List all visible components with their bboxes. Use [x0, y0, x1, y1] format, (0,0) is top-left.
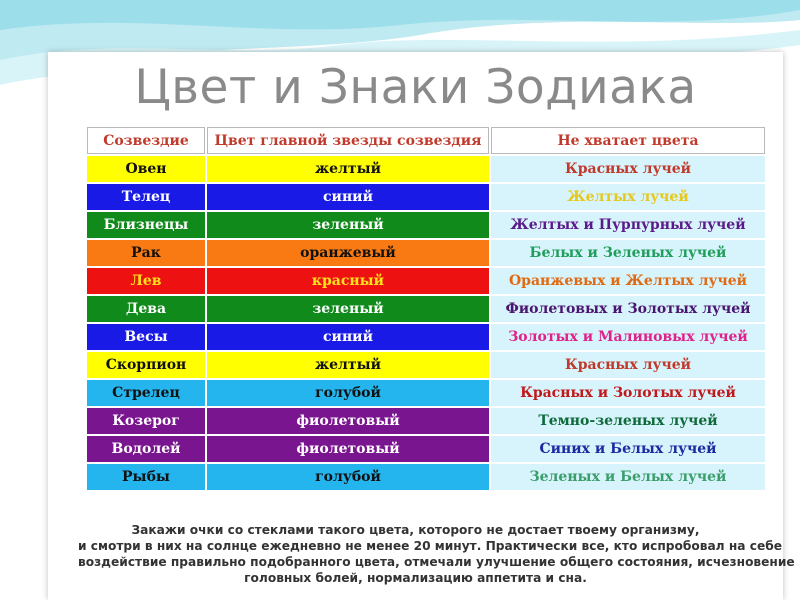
star-color-cell: зеленый	[207, 296, 489, 322]
star-color-cell: фиолетовый	[207, 436, 489, 462]
sign-cell: Рак	[87, 240, 205, 266]
lacking-color-cell: Красных лучей	[491, 352, 765, 378]
star-color-cell: синий	[207, 324, 489, 350]
sign-cell: Лев	[87, 268, 205, 294]
table-row	[87, 240, 765, 266]
lacking-color-cell: Золотых и Малиновых лучей	[491, 324, 765, 350]
zodiac-color-table	[85, 125, 767, 492]
sign-cell: Скорпион	[87, 352, 205, 378]
header-lacking-color: Не хватает цвета	[491, 127, 765, 154]
note-line: воздействие правильно подобранного цвета, отмечали улучшение общего состояния, исчезновение	[78, 555, 795, 569]
lacking-color-cell: Синих и Белых лучей	[491, 436, 765, 462]
table-row	[87, 212, 765, 238]
sign-cell: Рыбы	[87, 464, 205, 490]
table-row	[87, 436, 765, 462]
slide-card	[48, 52, 795, 600]
sign-cell: Дева	[87, 296, 205, 322]
sign-cell: Весы	[87, 324, 205, 350]
note-line: и смотри в них на солнце ежедневно не менее 20 минут. Практически все, кто испробовал на себе	[78, 539, 782, 553]
star-color-cell: оранжевый	[207, 240, 489, 266]
table-row	[87, 268, 765, 294]
table-row	[87, 184, 765, 210]
table-row	[87, 408, 765, 434]
lacking-color-cell: Желтых и Пурпурных лучей	[491, 212, 765, 238]
note-line: Закажи очки со стеклами такого цвета, которого не достает твоему организму,	[131, 523, 700, 537]
star-color-cell: зеленый	[207, 212, 489, 238]
star-color-cell: фиолетовый	[207, 408, 489, 434]
note-line: головных болей, нормализацию аппетита и сна.	[244, 571, 587, 585]
sign-cell: Близнецы	[87, 212, 205, 238]
lacking-color-cell: Фиолетовых и Золотых лучей	[491, 296, 765, 322]
lacking-color-cell: Белых и Зеленых лучей	[491, 240, 765, 266]
header-star-color: Цвет главной звезды созвездия	[207, 127, 489, 154]
sign-cell: Телец	[87, 184, 205, 210]
star-color-cell: голубой	[207, 464, 489, 490]
lacking-color-cell: Красных лучей	[491, 156, 765, 182]
lacking-color-cell: Оранжевых и Желтых лучей	[491, 268, 765, 294]
table-row	[87, 296, 765, 322]
lacking-color-cell: Темно-зеленых лучей	[491, 408, 765, 434]
table-row	[87, 156, 765, 182]
sign-cell: Стрелец	[87, 380, 205, 406]
table-row	[87, 352, 765, 378]
star-color-cell: желтый	[207, 156, 489, 182]
sign-cell: Водолей	[87, 436, 205, 462]
table-row	[87, 324, 765, 350]
sign-cell: Козерог	[87, 408, 205, 434]
sign-cell: Овен	[87, 156, 205, 182]
page-title: Цвет и Знаки Зодиака	[134, 60, 697, 115]
table-row	[87, 380, 765, 406]
lacking-color-cell: Зеленых и Белых лучей	[491, 464, 765, 490]
header-sign: Созвездие	[87, 127, 205, 154]
table-row	[87, 464, 765, 490]
star-color-cell: желтый	[207, 352, 489, 378]
star-color-cell: голубой	[207, 380, 489, 406]
lacking-color-cell: Красных и Золотых лучей	[491, 380, 765, 406]
star-color-cell: синий	[207, 184, 489, 210]
star-color-cell: красный	[207, 268, 489, 294]
lacking-color-cell: Желтых лучей	[491, 184, 765, 210]
advice-note	[78, 522, 795, 586]
table-header-row	[87, 127, 765, 154]
